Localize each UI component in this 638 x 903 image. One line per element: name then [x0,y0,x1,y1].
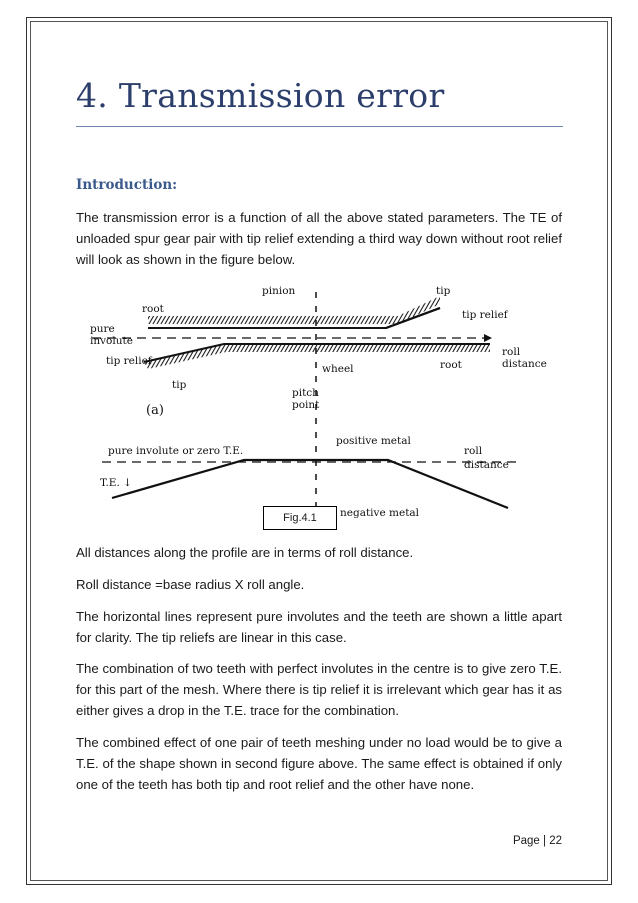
label-pinion: pinion [262,285,296,297]
body-paragraph: Roll distance =base radius X roll angle. [76,577,305,592]
label-distance: distance [502,358,547,370]
chapter-title: 4. Transmission error [76,76,445,115]
label-panel-a: (a) [146,403,164,418]
label-tip-bottom: tip [172,379,187,391]
te-trace [112,460,508,508]
wheel-hatch [144,344,490,369]
figure-4-1 [86,272,547,532]
page-number: Page | 22 [512,835,562,847]
label-point: point [292,399,320,411]
body-paragraph: All distances along the profile are in terms of roll distance. [76,545,414,560]
label-root-bottom: root [440,359,462,371]
roll-arrowhead [484,334,492,342]
body-paragraph: The combination of two teeth with perfect involutes in the centre is to give zero T.E. for this part of the mesh. Where there is tip relief it is irrelevant which gear has it as either gives a drop in the T.E. trace for the combination. [76,661,562,718]
label-roll-2: roll [464,445,483,457]
label-pure: pure [90,323,115,335]
label-te-arrow: T.E. ↓ [100,477,132,489]
label-negative-metal: negative metal [340,507,420,519]
label-zero-te: pure involute or zero T.E. [108,445,244,457]
label-wheel: wheel [322,363,354,375]
pinion-relief-hatch [384,296,440,324]
pinion-hatch [148,316,384,324]
label-tip-top: tip [436,285,451,297]
label-root-top: root [142,303,164,315]
label-positive-metal: positive metal [336,435,411,447]
label-pitch: pitch [292,387,319,399]
tooth-profile-diagram [86,272,547,532]
intro-paragraph: The transmission error is a function of all the above stated parameters. The TE of unloaded spur gear pair with tip relief extending a third way down without root relief will look as shown in the figure below. [76,210,562,267]
title-underline [76,126,563,127]
body-paragraph: The combined effect of one pair of teeth meshing under no load would be to give a T.E. of the shape shown in second figure above. The same effect is obtained if only one of the teeth has both tip and root relief and the other have none. [76,735,562,792]
label-tip-relief-left: tip relief [106,355,152,367]
label-roll: roll [502,346,521,358]
body-paragraph: The horizontal lines represent pure involutes and the teeth are shown a little apart for clarity. The tip reliefs are linear in this case. [76,609,562,645]
section-heading: Introduction: [76,177,178,193]
figure-caption: Fig.4.1 [263,506,337,530]
label-distance-2: distance [464,459,509,471]
label-involute: involute [90,335,133,347]
label-tip-relief-right: tip relief [462,309,508,321]
